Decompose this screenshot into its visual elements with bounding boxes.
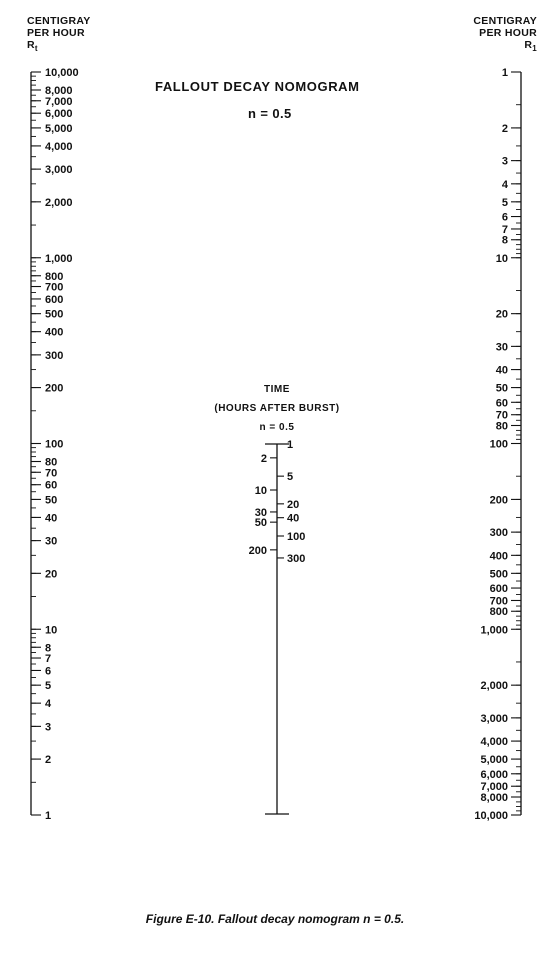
right-tick-label: 6,000	[480, 768, 508, 781]
left-tick-label: 700	[45, 281, 64, 294]
right-tick-label: 7,000	[480, 781, 508, 794]
time-left-label: 200	[248, 544, 267, 557]
left-tick-label: 100	[45, 438, 64, 451]
right-rate-scale	[474, 67, 521, 822]
right-tick-label: 7	[501, 223, 508, 236]
right-header-line-2: PER HOUR	[479, 27, 537, 39]
left-tick-label: 400	[45, 326, 64, 339]
left-tick-label: 50	[45, 494, 58, 507]
right-tick-label: 300	[489, 527, 508, 540]
left-tick-label: 5,000	[45, 122, 73, 135]
right-tick-label: 60	[495, 397, 508, 410]
right-tick-label: 8,000	[480, 791, 508, 804]
left-scale-symbol	[27, 39, 91, 52]
left-tick-label: 500	[45, 308, 64, 321]
left-tick-label: 600	[45, 293, 64, 306]
right-tick-label: 10,000	[474, 810, 508, 822]
right-tick-label: 5,000	[480, 754, 508, 767]
left-symbol-main: R	[27, 39, 35, 51]
left-header-line-1: CENTIGRAY	[27, 15, 91, 27]
left-tick-label: 3	[45, 721, 52, 734]
right-tick-label: 50	[495, 382, 508, 395]
time-right-label: 1	[287, 439, 294, 451]
time-left-label: 50	[254, 517, 267, 530]
time-left-label: 30	[254, 506, 267, 519]
left-tick-label: 10	[45, 624, 58, 637]
left-tick-label: 2,000	[45, 196, 73, 209]
right-tick-label: 40	[495, 364, 508, 377]
left-tick-label: 8	[45, 642, 52, 655]
left-tick-label: 4	[45, 698, 52, 711]
left-tick-label: 80	[45, 456, 58, 469]
time-right-label: 5	[287, 471, 294, 484]
right-tick-label: 80	[495, 420, 508, 433]
nomogram-title: FALLOUT DECAY NOMOGRAM	[155, 79, 360, 94]
left-tick-label: 7,000	[45, 95, 73, 108]
time-left-label: 10	[254, 485, 267, 497]
right-tick-label: 70	[495, 409, 508, 422]
left-tick-label: 6,000	[45, 108, 73, 121]
time-right-label: 300	[287, 552, 306, 565]
left-tick-label: 6	[45, 665, 52, 678]
right-tick-label: 2	[501, 122, 508, 135]
right-tick-label: 100	[489, 438, 508, 451]
time-n-value: n = 0.5	[259, 422, 295, 433]
time-label-line-2: (HOURS AFTER BURST)	[214, 403, 340, 414]
left-tick-label: 200	[45, 382, 64, 395]
left-tick-label: 7	[45, 653, 52, 666]
right-tick-label: 700	[489, 595, 508, 608]
right-header-line-1: CENTIGRAY	[473, 15, 537, 27]
left-tick-label: 1	[45, 810, 52, 822]
right-tick-label: 10	[495, 252, 508, 265]
left-tick-label: 8,000	[45, 85, 73, 98]
left-tick-label: 3,000	[45, 164, 73, 177]
right-tick-label: 4,000	[480, 736, 508, 749]
nomogram-n-value: n = 0.5	[248, 106, 292, 121]
right-symbol-main: R	[524, 39, 533, 51]
time-label-line-1: TIME	[264, 384, 290, 395]
time-right-label: 20	[287, 498, 300, 511]
right-tick-label: 1,000	[480, 624, 508, 637]
right-tick-label: 2,000	[480, 680, 508, 693]
left-tick-label: 40	[45, 512, 58, 525]
right-tick-label: 4	[501, 178, 508, 191]
right-tick-label: 800	[489, 606, 508, 619]
right-tick-label: 1	[501, 67, 508, 79]
right-tick-label: 20	[495, 308, 508, 321]
right-tick-label: 3	[501, 155, 508, 168]
right-symbol-subscript: 1	[532, 44, 537, 53]
time-scale	[249, 439, 306, 814]
time-right-label: 40	[287, 512, 300, 525]
right-scale-header	[473, 15, 537, 52]
right-tick-label: 400	[489, 550, 508, 563]
left-tick-label: 4,000	[45, 140, 73, 153]
right-tick-label: 3,000	[480, 712, 508, 725]
time-left-label: 2	[260, 452, 267, 465]
time-scale-label	[196, 380, 358, 437]
right-tick-label: 500	[489, 568, 508, 581]
right-tick-label: 30	[495, 341, 508, 354]
left-tick-label: 300	[45, 349, 64, 362]
right-tick-label: 200	[489, 494, 508, 507]
right-tick-label: 6	[501, 211, 508, 224]
left-tick-label: 60	[45, 479, 58, 492]
left-tick-label: 800	[45, 270, 64, 283]
left-header-line-2: PER HOUR	[27, 27, 85, 39]
left-tick-label: 10,000	[45, 67, 79, 79]
left-tick-label: 5	[45, 680, 52, 693]
left-tick-label: 70	[45, 467, 58, 480]
time-right-label: 100	[287, 531, 306, 543]
left-symbol-subscript: t	[34, 44, 38, 53]
right-tick-label: 600	[489, 583, 508, 596]
left-scale-header	[27, 15, 91, 52]
left-rate-scale	[31, 67, 79, 822]
right-tick-label: 5	[501, 196, 508, 209]
right-tick-label: 8	[501, 234, 508, 247]
left-tick-label: 1,000	[45, 252, 73, 265]
left-tick-label: 2	[45, 754, 52, 767]
right-scale-symbol	[473, 39, 537, 52]
left-tick-label: 30	[45, 535, 58, 548]
figure-caption: Figure E-10. Fallout decay nomogram n = 0.5.	[145, 912, 405, 926]
left-tick-label: 20	[45, 568, 58, 581]
